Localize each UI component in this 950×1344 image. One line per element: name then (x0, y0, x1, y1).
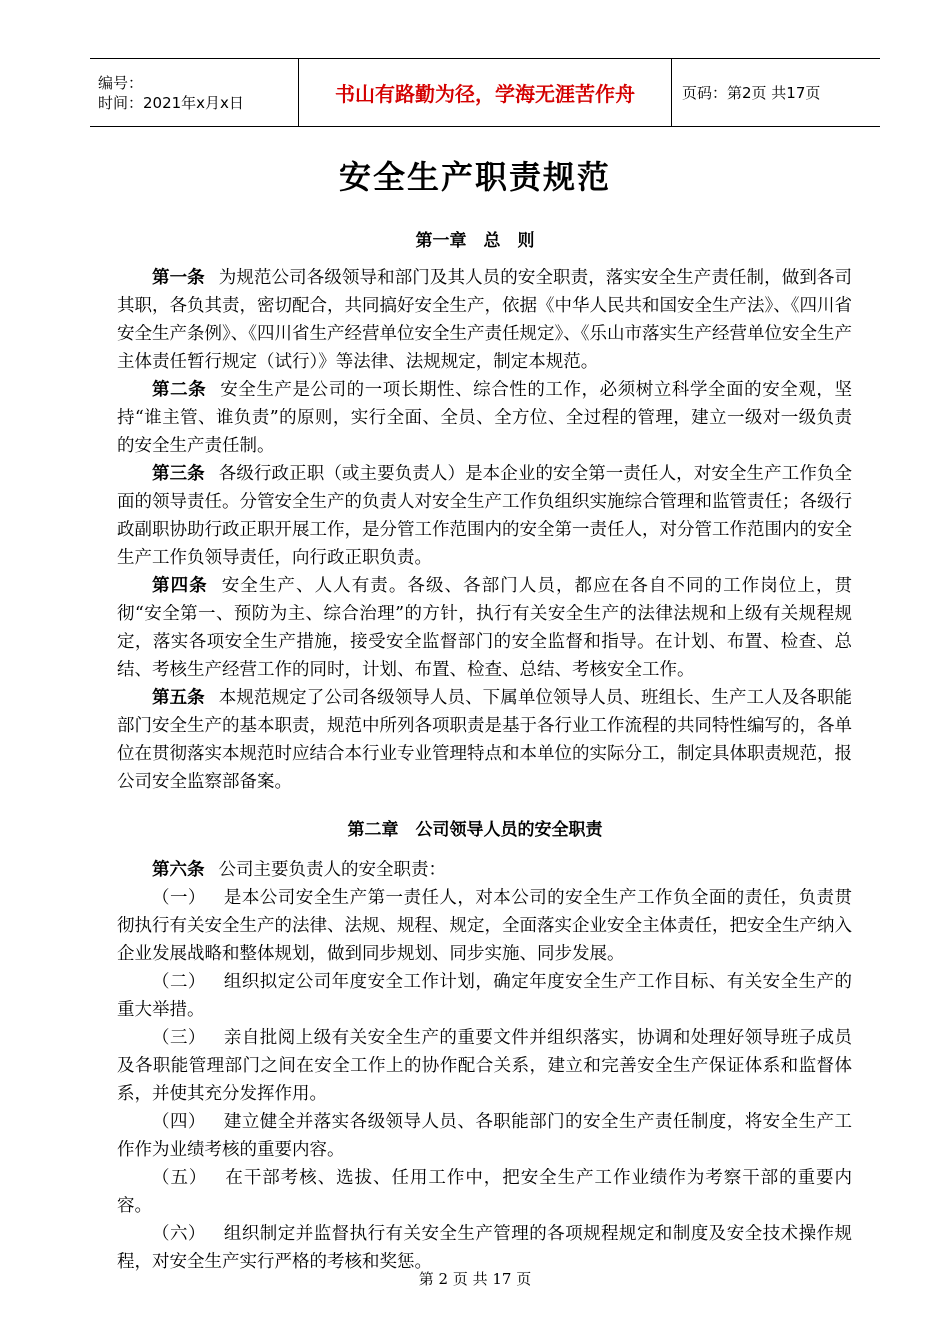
clause-number: （一） (152, 888, 206, 908)
header-number: 编号： (98, 73, 144, 92)
header-page-label: 页码：第2页 共17页 (682, 84, 821, 102)
article-text: 各级行政正职（或主要负责人）是本企业的安全第一责任人，对安全生产工作负全面的领导责任。分管安全生产的负责人对安全生产工作负组织实施综合管理和监管责任；各级行政副职协助行政正职开展工作，是分管工作范围内的安全第一责任人，对分管工作范围内的安全生产工作负领导责任，向行政正职负责。 (117, 464, 853, 568)
header-meta (90, 59, 299, 126)
clause-text: 亲自批阅上级有关安全生产的重要文件并组织落实，协调和处理好领导班子成员及各职能管理部门之间在安全工作上的协作配合关系，建立和完善安全生产保证体系和监督体系，并使其充分发挥作用。 (117, 1028, 853, 1104)
article-label: 第二条 (152, 380, 207, 400)
chapter2-body (117, 856, 852, 1276)
clause-text: 组织制定并监督执行有关安全生产管理的各项规程规定和制度及安全技术操作规程，对安全生产实行严格的考核和奖惩。 (117, 1224, 853, 1272)
clause-number: （二） (152, 972, 206, 992)
header-motto (299, 59, 672, 126)
article-3 (117, 460, 852, 572)
clause-2 (117, 968, 852, 1024)
article-text: 公司主要负责人的安全职责： (218, 860, 446, 880)
page-header (90, 58, 880, 127)
clause-number: （五） (152, 1168, 208, 1188)
header-page (672, 59, 880, 126)
article-label: 第四条 (152, 576, 208, 596)
chapter1-heading: 第一章 总 则 (415, 231, 535, 251)
article-text: 安全生产、人人有责。各级、各部门人员，都应在各自不同的工作岗位上，贯彻“安全第一、预防为主、综合治理”的方针，执行有关安全生产的法律法规和上级有关规程规定，落实各项安全生产措施，接受安全监督部门的安全监督和指导。在计划、布置、检查、总结、考核生产经营工作的同时，计划、布置、检查、总结、考核安全工作。 (117, 576, 853, 680)
clause-5 (117, 1164, 852, 1220)
article-text: 本规范规定了公司各级领导人员、下属单位领导人员、班组长、生产工人及各职能部门安全生产的基本职责，规范中所列各项职责是基于各行业工作流程的共同特性编写的，各单位在贯彻落实本规范时应结合本行业专业管理特点和本单位的实际分工，制定具体职责规范，报公司安全监察部备案。 (117, 688, 853, 792)
article-label: 第六条 (152, 860, 205, 880)
clause-number: （六） (152, 1224, 206, 1244)
clause-text: 是本公司安全生产第一责任人，对本公司的安全生产工作负全面的责任，负责贯彻执行有关安全生产的法律、法规、规程、规定，全面落实企业安全主体责任，把安全生产纳入企业发展战略和整体规划，做到同步规划、同步实施、同步发展。 (117, 888, 853, 964)
article-2 (117, 376, 852, 460)
motto-text: 书山有路勤为径，学海无涯苦作舟 (335, 82, 635, 106)
article-6 (117, 856, 852, 884)
clause-text: 建立健全并落实各级领导人员、各职能部门的安全生产责任制度，将安全生产工作作为业绩考核的重要内容。 (117, 1112, 853, 1160)
article-text: 安全生产是公司的一项长期性、综合性的工作，必须树立科学全面的安全观，坚持“谁主管、谁负责”的原则，实行全面、全员、全方位、全过程的管理，建立一级对一级负责的安全生产责任制。 (117, 380, 852, 456)
header-date: 时间：2021年x月x日 (98, 93, 244, 112)
article-text: 为规范公司各级领导和部门及其人员的安全职责，落实安全生产责任制，做到各司其职，各负其责，密切配合，共同搞好安全生产，依据《中华人民共和国安全生产法》、《四川省安全生产条例》、《四川省生产经营单位安全生产责任规定》、《乐山市落实生产经营单位安全生产主体责任暂行规定（试行）》等法律、法规规定，制定本规范。 (117, 268, 853, 372)
document-title: 安全生产职责规范 (338, 158, 611, 196)
clause-1 (117, 884, 852, 968)
article-1 (117, 264, 852, 376)
article-5 (117, 684, 852, 796)
article-4 (117, 572, 852, 684)
clause-3 (117, 1024, 852, 1108)
chapter2-heading: 第二章 公司领导人员的安全职责 (347, 820, 603, 840)
article-label: 第一条 (152, 268, 205, 288)
clause-text: 组织拟定公司年度安全工作计划，确定年度安全生产工作目标、有关安全生产的 重大举措。 (117, 972, 853, 1020)
clause-4 (117, 1108, 852, 1164)
article-label: 第三条 (152, 464, 205, 484)
page-footer: 第 2 页 共 17 页 (418, 1270, 532, 1288)
clause-text: 在干部考核、选拔、任用工作中，把安全生产工作业绩作为考察干部的重要内容。 (117, 1168, 852, 1216)
article-label: 第五条 (152, 688, 205, 708)
chapter1-body (117, 264, 852, 796)
clause-number: （三） (152, 1028, 206, 1048)
clause-number: （四） (152, 1112, 206, 1132)
